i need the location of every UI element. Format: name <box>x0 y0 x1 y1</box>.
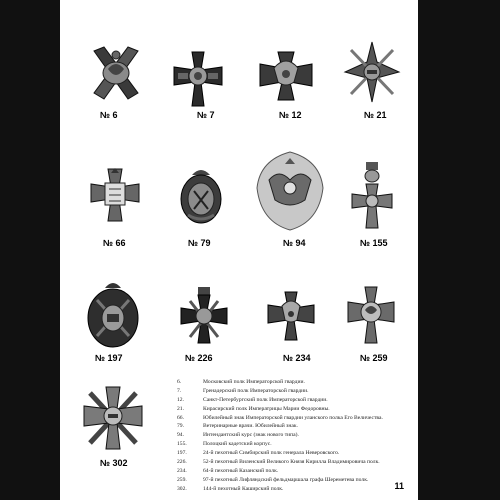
legend-item: 226. 52-й пехотный Виленский Великого Князя Кирилла Владимировича полк. <box>177 459 380 466</box>
badge-12-image <box>258 50 314 102</box>
legend-item: 302. 144-й пехотный Каширский полк. <box>177 485 284 492</box>
badge-302-image <box>82 385 144 451</box>
badge-197-image <box>85 280 141 350</box>
badge-12-label: № 12 <box>279 110 302 120</box>
legend-item: 6. Московский полк Императорской гвардии. <box>177 379 305 385</box>
badge-7-label: № 7 <box>197 110 215 120</box>
badge-234-image <box>266 290 316 342</box>
badge-79-image <box>178 165 224 229</box>
badge-21-label: № 21 <box>364 110 387 120</box>
book-page <box>60 0 418 500</box>
badge-7-image <box>170 50 226 108</box>
badge-66-label: № 66 <box>103 238 126 248</box>
badge-6-label: № 6 <box>100 110 118 120</box>
legend-item: 234. 64-й пехотный Казанский полк. <box>177 467 279 474</box>
badge-226-image <box>178 285 230 345</box>
badge-259-image <box>345 285 397 345</box>
badge-21-image <box>343 40 401 104</box>
legend-item: 79. Ветеринарные врачи. Юбилейный знак. <box>177 423 298 430</box>
legend-item: 197. 24-й пехотный Симбирский полк генерала Неверовского. <box>177 450 340 457</box>
badge-66-image <box>87 165 143 225</box>
badge-302-label: № 302 <box>100 458 128 468</box>
badge-94-label: № 94 <box>283 238 306 248</box>
badge-6-image <box>90 45 142 103</box>
legend-item: 21. Кирасирский полк Императрицы Марии Федоровны. <box>177 405 330 412</box>
badge-197-label: № 197 <box>95 353 123 363</box>
badge-259-label: № 259 <box>360 353 388 363</box>
legend-list <box>177 378 417 494</box>
legend-item: 12. Санкт-Петербургский полк Императорской гвардии. <box>177 396 328 403</box>
legend-item: 155. Полоцкий кадетский корпус. <box>177 441 272 448</box>
badge-155-image <box>350 160 394 230</box>
badge-94-image <box>255 150 325 232</box>
legend-item: 66. Юбилейный знак Императорской гвардии уланского полка Его Величества. <box>177 414 383 421</box>
badge-234-label: № 234 <box>283 353 311 363</box>
badge-226-label: № 226 <box>185 353 213 363</box>
legend-item: 259. 97-й пехотный Лифляндский фельдмаршала графа Шереметева полк. <box>177 476 369 483</box>
badge-155-label: № 155 <box>360 238 388 248</box>
badge-79-label: № 79 <box>188 238 211 248</box>
legend-item: 7. Гренадерский полк Императорской гвардии. <box>177 387 309 394</box>
legend-item: 94. Интендантский курс (знак нового типа). <box>177 432 299 439</box>
page-number: 11 <box>394 481 404 491</box>
